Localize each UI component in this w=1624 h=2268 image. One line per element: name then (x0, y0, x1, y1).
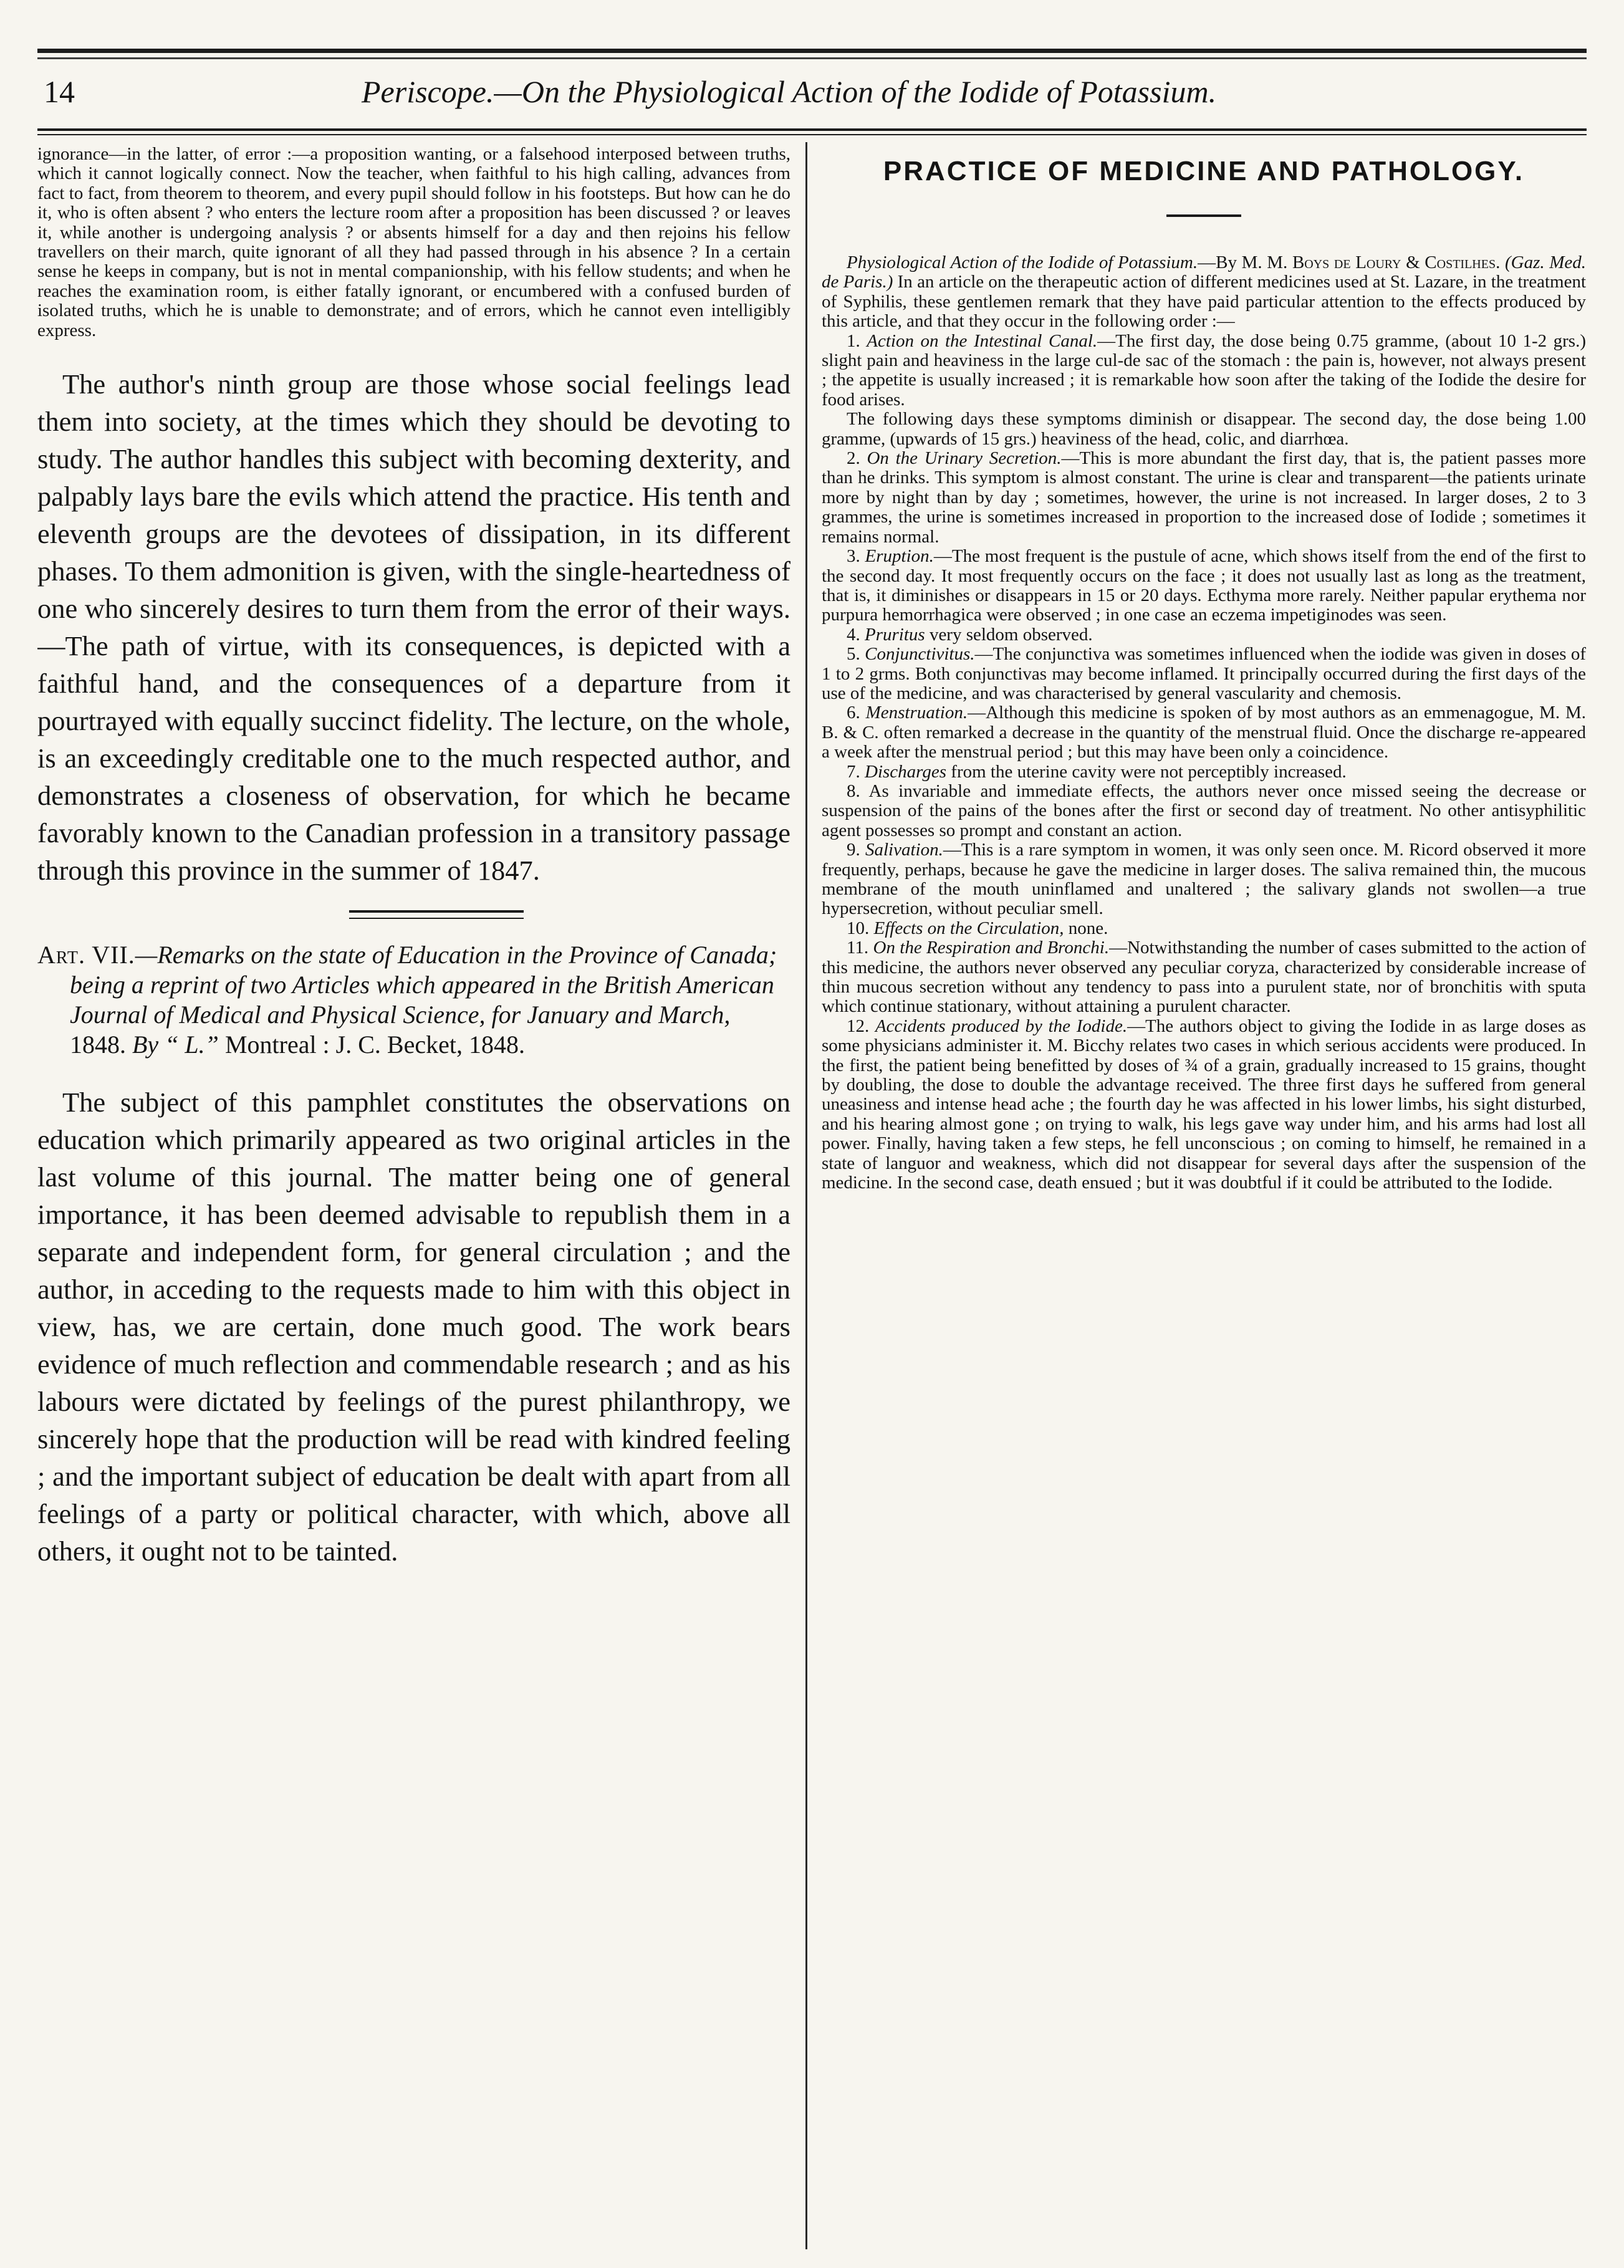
article-label: Art. VII. (37, 941, 135, 969)
intro-source: (Gaz. Med. de Paris.) (822, 252, 1586, 292)
finding-item (822, 547, 1586, 625)
review-paragraph: The author's ninth group are those whose social feelings lead them into society, at the times which they should be devoting to study. The author handles this subject with becoming dexterity, and palpably lays bare the evils which attend the practice. His tenth and eleventh groups are the devotees of dissipation, in its different phases. To them admonition is given, with the single-heartedness of one who sincerely desires to turn them from the error of their ways.—The path of virtue, with its consequences, is depicted with a faithful hand, and the consequences of a departure from it pourtrayed with equally succinct fidelity. The lecture, on the whole, is an exceedingly creditable one to the much respected author, and demonstrates a closeness of observation, for which he became favorably known to the Canadian profession in a transitory passage through this province in the summer of 1847. (37, 368, 790, 887)
finding-text: none. (1064, 918, 1108, 938)
finding-item (822, 625, 1586, 645)
intro-authors: Boys de Loury & Costilhes. (1292, 252, 1501, 272)
finding-text: —Although this medicine is spoken of by most authors as an emmenagogue, M. M. B. & C. often remarked a decrease in the quantity of the menstrual fluid. Once the discharge re-appeared a week after the menstrual period ; but this may have been only a coincidence. (822, 703, 1586, 762)
article-year: 1848. (70, 1031, 126, 1059)
finding-text: —The most frequent is the pustule of acne, which shows itself from the end of the first to the second day. It most frequently occurs on the face ; it does not usually last as long as the treatment, that is, it diminishes or disappears in 15 or 20 days. Ecthyma more rarely. Neither papular erythema nor purpura hemorrhagica were observed ; in one case an eczema impetiginodes was seen. (822, 546, 1586, 625)
finding-text: —The conjunctiva was sometimes influenced when the iodide was given in doses of 1 to 2 grms. Both conjunctivas may become inflamed. It principally occurred during the first days of the use of the medicine, and was characterised by general vascularity and chemosis. (822, 644, 1586, 703)
section-rule (1166, 214, 1241, 217)
top-rule (37, 49, 1587, 53)
finding-text: —The first day, the dose being 0.75 gramme, (about 10 1-2 grs.) slight pain and heaviness in the large cul-de sac of the stomach : the pain is, however, not always present ; the appetite is usually increased ; it is remarkable how soon after the taking of the Iodide the desire for food arises. (822, 330, 1586, 410)
finding-lead: Eruption. (865, 546, 934, 567)
finding-item (822, 840, 1586, 919)
article-byline: By “ L.” (132, 1031, 219, 1059)
finding-item (822, 410, 1586, 449)
intro-paragraph (822, 253, 1586, 332)
finding-number: 8. (847, 781, 869, 801)
article-body: The subject of this pamphlet constitutes the observations on education which primarily appeared as two original articles in the last volume of this journal. The matter being one of general importance, it has been deemed advisable to republish them in a separate and independent form, for general circulation ; and the author, in acceding to the requests made to him with this object in view, has, we are certain, done much good. The work bears evidence of much reflection and commendable research ; and as his labours were dictated by feelings of the purest philanthropy, we sincerely hope that the production will be read with kindred feeling ; and the important subject of education be dealt with apart from all feelings of a party or political character, with which, above all others, it ought not to be tainted. (37, 1087, 790, 1567)
intro-by: —By M. M. (1198, 252, 1292, 272)
finding-number: 6. (847, 703, 866, 723)
finding-number: 12. (847, 1016, 875, 1036)
finding-text: The following days these symptoms diminish or disappear. The second day, the dose being 1.00 gramme, (upwards of 15 grs.) heaviness of the head, colic, and diarrhœa. (822, 409, 1586, 449)
finding-text: —This is a rare symptom in women, it was only seen once. M. Ricord observed it more frequently, perhaps, because he gave the medicine in larger doses. The saliva remained thin, the mucous membrane of the mouth uninflamed and unaltered ; the salivary glands not swollen—a true hypersecretion, without peculiar smell. (822, 840, 1586, 919)
finding-lead: Discharges (865, 761, 947, 782)
article-heading (37, 940, 790, 1060)
finding-item (822, 449, 1586, 547)
section-title: PRACTICE OF MEDICINE AND PATHOLOGY. (883, 156, 1525, 186)
finding-lead: Conjunctivitus. (865, 644, 975, 665)
finding-number: 7. (847, 761, 865, 782)
finding-number: 9. (847, 840, 865, 860)
intro-text: In an article on the therapeutic action of different medicines used at St. Lazare, in the treatment of Syphilis, these gentlemen remark that they have paid particular attention to the effects produced by this article, and that they occur in the following order :— (822, 272, 1586, 332)
left-column (37, 145, 790, 2246)
finding-lead: Pruritus (865, 624, 925, 645)
finding-text: —The authors object to giving the Iodide in as large doses as some physicians administer it. M. Bicchy relates two cases in which serious accidents were produced. In the first, the patient being benefitted by doses of ¾ of a grain, gradually increased to 15 grains, thought by doubling, the dose to double the advantage received. The three first days he suffered from general uneasiness and intense head ache ; the fourth day he was affected in his lower limbs, his sight disturbed, and his hearing almost gone ; on trying to walk, his legs gave way under him, and his arms had lost all power. Finally, having taken a few steps, he fell unconscious ; on coming to himself, he remained in a state of languor and weakness, which did not disappear for several days after the suspension of the medicine. In the second case, death ensued ; but it was doubtful if it could be attributed to the Iodide. (822, 1016, 1586, 1193)
right-column (822, 145, 1586, 2246)
finding-lead: Menstruation. (865, 703, 968, 723)
finding-number: 10. (847, 918, 874, 938)
finding-number: 11. (847, 938, 873, 958)
finding-number: 5. (847, 644, 865, 665)
finding-item (822, 938, 1586, 1017)
finding-item (822, 782, 1586, 840)
finding-item (822, 645, 1586, 703)
finding-item (822, 703, 1586, 762)
finding-number: 2. (847, 448, 867, 469)
finding-lead: Effects on the Circulation, (873, 918, 1064, 938)
finding-lead: Accidents produced by the Iodide. (875, 1016, 1128, 1036)
finding-text: As invariable and immediate effects, the authors never once missed seeing the decrease or suspension of the pains of the bones after the first or second day of treatment. No other antisyphilitic agent possesses so prompt and constant an action. (822, 781, 1586, 840)
article-publisher: Montreal : J. C. Becket, 1848. (218, 1031, 525, 1059)
finding-number: 1. (847, 330, 867, 351)
finding-item (822, 1017, 1586, 1193)
findings-list (822, 332, 1586, 1193)
finding-lead: Salivation. (865, 840, 943, 860)
article-separator (349, 910, 524, 913)
finding-number: 4. (847, 624, 865, 645)
page-number: 14 (44, 74, 75, 109)
running-head (37, 74, 1587, 127)
finding-number: 3. (847, 546, 865, 567)
finding-text: —This is more abundant the first day, that is, the patient passes more than he drinks. This symptom is almost constant. The urine is clear and transparent—the patients urinate more by night than by day ; sometimes, however, the urine is not increased. In larger doses, 2 to 3 grammes, the urine is sometimes increased in proportion to the increased dose of Iodide ; sometimes it remains normal. (822, 448, 1586, 547)
article-title: —Remarks on the state of Education in the Province of Canada; being a reprint of two Articles which appeared in the British American Journal of Medical and Physical Science, for January and March, (70, 941, 777, 1029)
top-rule-thin (37, 57, 1587, 59)
head-rule-thin (37, 134, 1587, 135)
column-divider (805, 142, 807, 2249)
finding-text: —Notwithstanding the number of cases submitted to the action of this medicine, the authors never observed any peculiar coryza, characterized by considerable increase of thin mucous secretion without any tendency to pass into a purulent state, nor of bronchitis with sputa which continue stationary, without attaining a purulent character. (822, 938, 1586, 1017)
finding-item (822, 762, 1586, 782)
head-rule (37, 128, 1587, 131)
finding-item (822, 332, 1586, 410)
running-title: Periscope.—On the Physiological Action of the Iodide of Potassium. (362, 74, 1217, 109)
finding-text: very seldom observed. (925, 624, 1093, 645)
finding-lead: Action on the Intestinal Canal. (867, 330, 1098, 351)
finding-lead: On the Respiration and Bronchi. (873, 938, 1110, 958)
finding-text: from the uterine cavity were not perceptibly increased. (946, 761, 1347, 782)
continued-paragraph: ignorance—in the latter, of error :—a proposition wanting, or a falsehood interposed between truths, which it cannot logically connect. Now the teacher, when faithful to his high calling, advances from fact to fact, from theorem to theorem, and every pupil should follow in his footsteps. But how can he do it, who is often absent ? who enters the lecture room after a proposition has been discussed ? or leaves it, while another is undergoing analysis ? or absents himself for a day and then rejoins his fellow travellers on their march, quite ignorant of all they had passed through in his absence ? In a certain sense he keeps in company, but is not in mental companionship, with his fellow students; and when he reaches the examination room, is either fatally ignorant, or encumbered with a confused burden of isolated truths, which he is unable to demonstrate; and of errors, which he cannot even intelligibly express. (37, 145, 790, 340)
intro-title: Physiological Action of the Iodide of Potassium. (847, 252, 1198, 272)
finding-lead: On the Urinary Secretion. (867, 448, 1062, 469)
finding-item (822, 919, 1586, 938)
